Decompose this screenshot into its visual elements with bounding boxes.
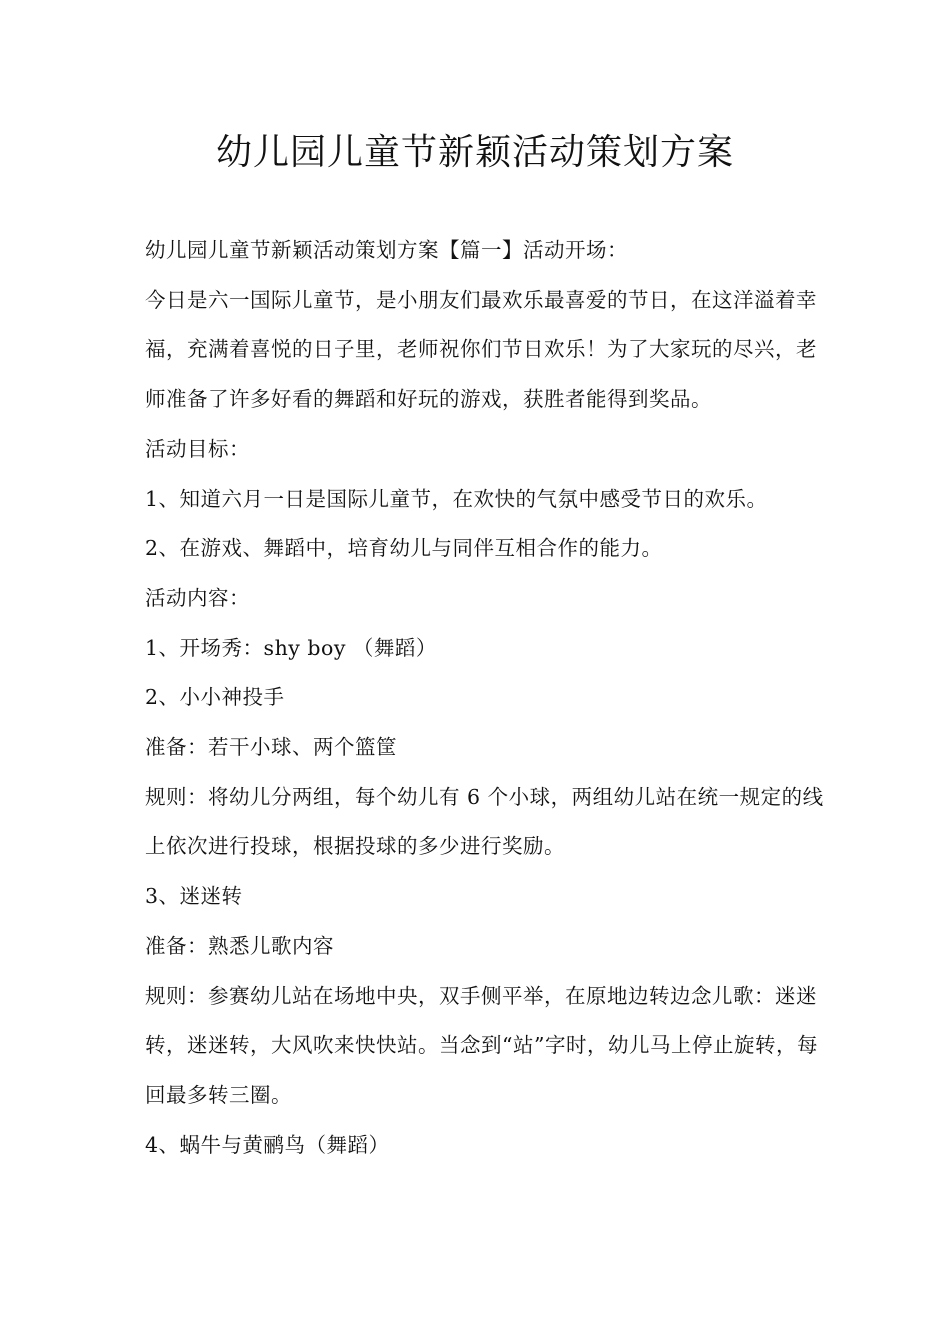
content-item-3-preparation: 准备：熟悉儿歌内容: [145, 933, 334, 958]
content-item-2-preparation: 准备：若干小球、两个篮筐: [145, 735, 397, 760]
content-item-1: 1、开场秀：shy boy （舞蹈）: [145, 635, 437, 660]
heading-activity-content: 活动内容：: [145, 585, 250, 610]
content-item-3: 3、迷迷转: [145, 884, 243, 909]
goal-item-2: 2、在游戏、舞蹈中，培育幼儿与同伴互相合作的能力。: [145, 536, 663, 561]
document-body: [145, 226, 835, 1170]
document-title: 幼儿园儿童节新颖活动策划方案: [215, 132, 734, 173]
paragraph-opening-speech: 今日是六一国际儿童节，是小朋友们最欢乐最喜爱的节日，在这洋溢着幸福，充满着喜悦的日子里，老师祝你们节日欢乐！为了大家玩的尽兴，老师准备了许多好看的舞蹈和好玩的游戏，获胜者能得到奖品。: [145, 287, 817, 412]
goal-item-1: 1、知道六月一日是国际儿童节，在欢快的气氛中感受节日的欢乐。: [145, 486, 768, 511]
content-item-3-rules: 规则：参赛幼儿站在场地中央，双手侧平举，在原地边转边念儿歌：迷迷转，迷迷转，大风吹来快快站。当念到“站”字时，幼儿马上停止旋转，每回最多转三圈。: [145, 983, 818, 1107]
content-item-2-rules: 规则：将幼儿分两组，每个幼儿有 6 个小球，两组幼儿站在统一规定的线上依次进行投球，根据投球的多少进行奖励。: [145, 784, 824, 859]
content-item-4: 4、蜗牛与黄鹂鸟（舞蹈）: [145, 1132, 390, 1157]
paragraph-intro: 幼儿园儿童节新颖活动策划方案【篇一】活动开场：: [145, 238, 628, 262]
heading-activity-goals: 活动目标：: [145, 436, 250, 461]
content-item-2: 2、小小神投手: [145, 685, 285, 710]
